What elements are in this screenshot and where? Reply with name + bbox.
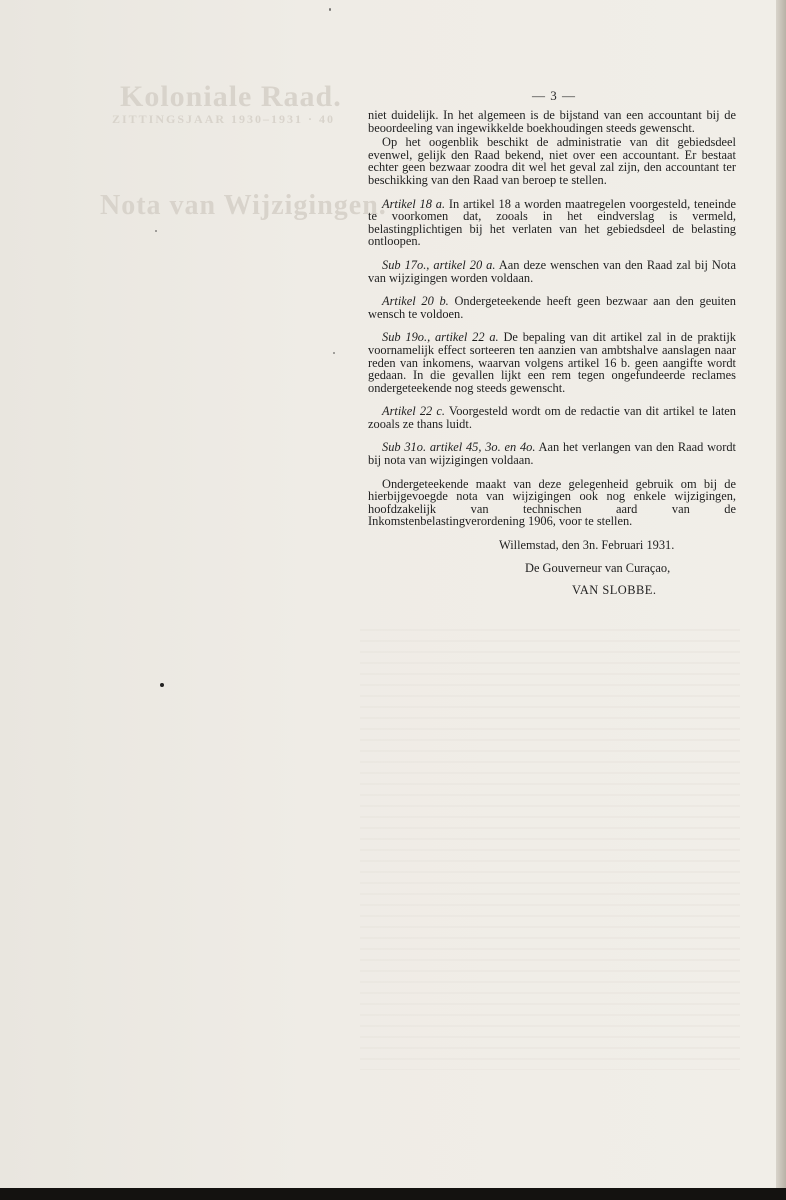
paragraph-accountant [368, 136, 736, 186]
paragraph-text: niet duidelijk. In het algemeen is de bijstand van een accountant bij de beoordeeling van ingewikkelde boekhoudingen steeds gewenscht. [368, 108, 736, 135]
bleed-through-subheading: ZITTINGSJAAR 1930–1931 · 40 [112, 112, 336, 126]
paragraph-lead: Sub 17o., artikel 20 a. [382, 257, 496, 272]
dust-speck [155, 230, 157, 232]
bleed-through-title: Nota van Wijzigingen. [100, 190, 387, 221]
paragraph-sub-31o [368, 441, 736, 466]
closing-signatory-title: De Gouverneur van Curaçao, [525, 560, 671, 575]
paragraph-sub-17o [368, 259, 736, 284]
paragraph-continuation [368, 109, 736, 134]
dust-speck [333, 352, 335, 354]
paragraph-lead: Artikel 18 a. [382, 196, 446, 211]
scan-edge-right [776, 0, 786, 1200]
dust-speck [329, 8, 331, 11]
dust-speck [160, 683, 164, 687]
paragraph-lead: Artikel 20 b. [382, 294, 449, 309]
bleed-through-text-block [360, 620, 740, 1070]
closing-place-date: Willemstad, den 3n. Februari 1931. [499, 538, 675, 553]
bleed-through-heading: Koloniale Raad. [120, 80, 342, 113]
paragraph-lead: Sub 19o., artikel 22 a. [382, 330, 499, 345]
paragraph-lead: Artikel 22 c. [382, 404, 445, 419]
paragraph-text: In artikel 18 a worden maatregelen voorgesteld, teneinde te voorkomen dat, zooals in het eindverslag is vermeld, belastingplichtigen bij het verlaten van het gebiedsdeel de belasting ontloopen. [368, 196, 736, 249]
paragraph-text: Ondergeteekende maakt van deze gelegenheid gebruik om bij de hierbijgevoegde nota van wijzigingen ook nog enkele wijzigingen, hoofdzakelijk van technischen aard van de Inkomstenbelastingverordening 1906, voor te stellen. [368, 476, 736, 529]
paragraph-text: Ondergeteekende heeft geen bezwaar aan den geuiten wensch te voldoen. [368, 294, 736, 321]
paragraph-text: Voorgesteld wordt om de redactie van dit artikel te laten zooals ze thans luidt. [368, 404, 736, 431]
text-column [368, 109, 736, 597]
paragraph-text: Aan het verlangen van den Raad wordt bij nota van wijzigingen voldaan. [368, 440, 736, 468]
scan-edge-bottom [0, 1188, 786, 1200]
closing-signatory-name: VAN SLOBBE. [572, 583, 657, 598]
paragraph-artikel-18a [368, 198, 736, 248]
paragraph-text: Op het oogenblik beschikt de administratie van dit gebiedsdeel evenwel, gelijk den Raad bekend, niet over een accountant. Er bestaat echter geen bezwaar zoodra dit wel het geval zal zijn, den accountant ter beschikking van den Raad van beroep te stellen. [368, 135, 736, 187]
paragraph-lead: Sub 31o. artikel 45, 3o. en 4o. [382, 440, 536, 455]
page-number: — 3 — [532, 88, 576, 103]
paragraph-text: De bepaling van dit artikel zal in de praktijk voornamelijk effect sorteeren ten aanzien van ambtshalve aanslagen naar reden van inkomens, waarvan volgens artikel 16 b. geen aangifte wordt gedaan. In die gevallen lijkt een rem tegen ongefundeerde reclames ondergeteekende nog steeds gewenscht. [368, 330, 736, 395]
paragraph-text: Aan deze wenschen van den Raad zal bij Nota van wijzigingen worden voldaan. [368, 257, 736, 285]
paragraph-sub-19o [368, 331, 736, 394]
paragraph-artikel-22c [368, 405, 736, 430]
paragraph-artikel-20b [368, 295, 736, 320]
paragraph-closing-remark [368, 478, 736, 528]
